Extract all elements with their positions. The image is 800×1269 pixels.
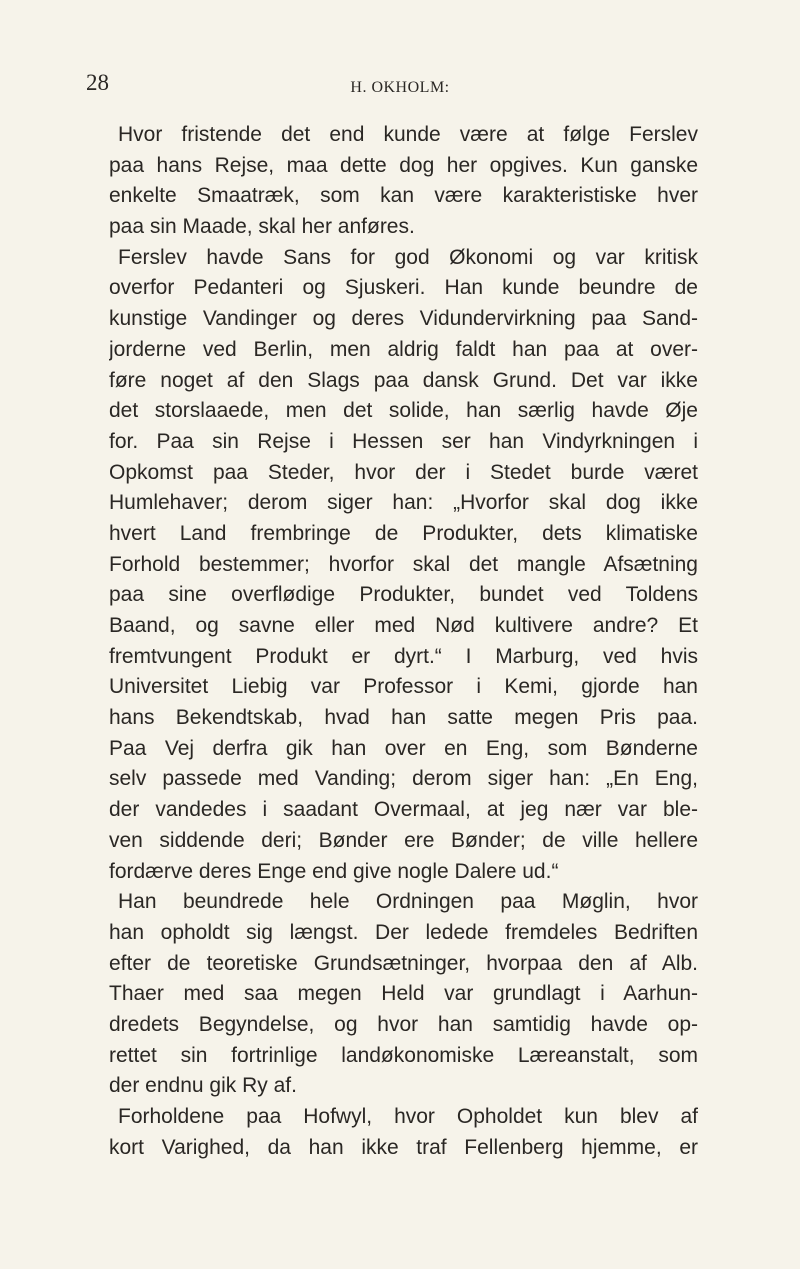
text-line: fremtvungent Produkt er dyrt.“ I Marburg, ved hvis (109, 644, 698, 668)
text-line: selv passede med Vanding; derom siger han: „En Eng, (109, 767, 698, 791)
text-line: hvert Land frembringe de Produkter, dets klimatiske (109, 521, 698, 545)
text-line: der endnu gik Ry af. (109, 1074, 297, 1098)
body-text (109, 120, 698, 1163)
text-line: efter de teoretiske Grundsætninger, hvorpaa den af Alb. (109, 951, 698, 975)
text-line: kort Varighed, da han ikke traf Fellenberg hjemme, er (109, 1135, 698, 1159)
text-line: Universitet Liebig var Professor i Kemi, gjorde han (109, 675, 698, 699)
text-line: Humlehaver; derom siger han: „Hvorfor skal dog ikke (109, 491, 698, 515)
text-line: paa hans Rejse, maa dette dog her opgives. Kun ganske (109, 153, 698, 177)
text-line: der vandedes i saadant Overmaal, at jeg nær var ble- (109, 798, 698, 822)
text-line: dredets Begyndelse, og hvor han samtidig havde op- (109, 1012, 698, 1036)
text-line: overfor Pedanteri og Sjuskeri. Han kunde beundre de (109, 276, 698, 300)
text-line: Paa Vej derfra gik han over en Eng, som Bønderne (109, 736, 698, 760)
text-line: hans Bekendtskab, hvad han satte megen Pris paa. (109, 706, 698, 730)
text-line: ven siddende deri; Bønder ere Bønder; de ville hellere (109, 828, 698, 852)
text-line: det storslaaede, men det solide, han særlig havde Øje (109, 399, 698, 423)
text-line: Ferslev havde Sans for god Økonomi og var kritisk (118, 245, 698, 269)
text-line: Han beundrede hele Ordningen paa Møglin, hvor (118, 890, 698, 914)
text-line: paa sine overflødige Produkter, bundet ved Toldens (109, 583, 698, 607)
paragraph-1 (109, 120, 698, 243)
text-line: Forholdene paa Hofwyl, hvor Opholdet kun blev af (118, 1105, 698, 1128)
text-line: Hvor fristende det end kunde være at følge Ferslev (118, 123, 698, 146)
text-line: jorderne ved Berlin, men aldrig faldt han paa at over- (109, 337, 698, 361)
page-number: 28 (86, 70, 109, 95)
text-line: Opkomst paa Steder, hvor der i Stedet burde været (109, 460, 698, 484)
text-line: paa sin Maade, skal her anføres. (109, 215, 415, 239)
text-line: fordærve deres Enge end give nogle Dalere ud.“ (109, 859, 559, 883)
running-head: H. OKHOLM: (350, 79, 450, 96)
text-line: Thaer med saa megen Held var grundlagt i Aarhun- (109, 982, 698, 1006)
text-line: kunstige Vandinger og deres Vidundervirkning paa Sand- (109, 307, 698, 331)
text-line: for. Paa sin Rejse i Hessen ser han Vindyrkningen i (109, 429, 698, 453)
text-line: enkelte Smaatræk, som kan være karakteristiske hver (109, 184, 698, 208)
text-line: Baand, og savne eller med Nød kultivere andre? Et (109, 614, 698, 637)
text-line: rettet sin fortrinlige landøkonomiske Læreanstalt, som (109, 1043, 698, 1067)
paragraph-2 (109, 243, 698, 887)
text-line: føre noget af den Slags paa dansk Grund. Det var ikke (109, 368, 698, 392)
paragraph-3 (109, 887, 698, 1102)
text-line: han opholdt sig længst. Der ledede fremdeles Bedriften (109, 920, 698, 944)
text-line: Forhold bestemmer; hvorfor skal det mangle Afsætning (109, 552, 698, 576)
paragraph-4 (109, 1102, 698, 1163)
